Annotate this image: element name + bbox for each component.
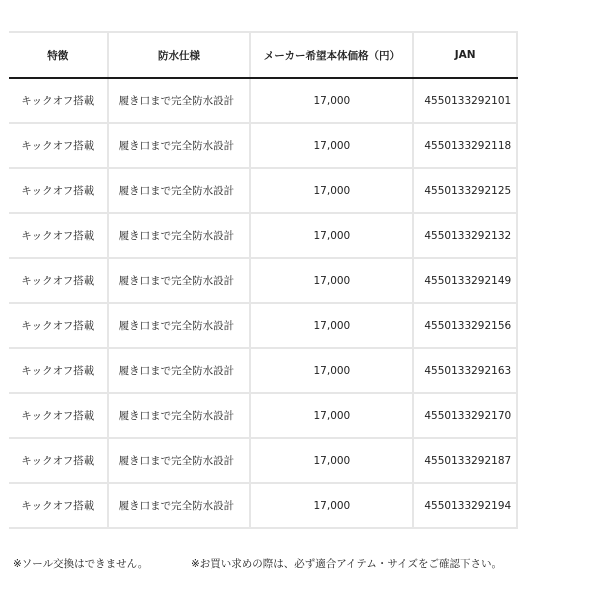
cell-price: 17,000 xyxy=(250,348,413,393)
cell-waterproof: 履き口まで完全防水設計 xyxy=(108,303,251,348)
cell-jan: 4550133292132 xyxy=(413,213,517,258)
cell-waterproof: 履き口まで完全防水設計 xyxy=(108,438,251,483)
cell-price: 17,000 xyxy=(250,393,413,438)
table-row xyxy=(9,348,517,393)
note-sole-replacement: ※ソール交換はできません。 xyxy=(13,558,149,570)
cell-feature: キックオフ搭載 xyxy=(9,258,108,303)
table-body xyxy=(9,78,517,528)
cell-price: 17,000 xyxy=(250,483,413,528)
table-row xyxy=(9,483,517,528)
cell-jan: 4550133292170 xyxy=(413,393,517,438)
table-row xyxy=(9,393,517,438)
cell-jan: 4550133292101 xyxy=(413,78,517,123)
cell-price: 17,000 xyxy=(250,213,413,258)
cell-price: 17,000 xyxy=(250,303,413,348)
cell-jan: 4550133292163 xyxy=(413,348,517,393)
table-row xyxy=(9,258,517,303)
cell-waterproof: 履き口まで完全防水設計 xyxy=(108,483,251,528)
table-row xyxy=(9,213,517,258)
cell-waterproof: 履き口まで完全防水設計 xyxy=(108,258,251,303)
cell-price: 17,000 xyxy=(250,438,413,483)
cell-waterproof: 履き口まで完全防水設計 xyxy=(108,123,251,168)
table-header xyxy=(9,32,517,78)
cell-price: 17,000 xyxy=(250,258,413,303)
cell-feature: キックオフ搭載 xyxy=(9,123,108,168)
table-row xyxy=(9,123,517,168)
cell-price: 17,000 xyxy=(250,78,413,123)
cell-feature: キックオフ搭載 xyxy=(9,168,108,213)
cell-waterproof: 履き口まで完全防水設計 xyxy=(108,393,251,438)
header-price: メーカー希望本体価格（円） xyxy=(250,32,413,78)
cell-jan: 4550133292149 xyxy=(413,258,517,303)
cell-price: 17,000 xyxy=(250,123,413,168)
cell-feature: キックオフ搭載 xyxy=(9,78,108,123)
cell-waterproof: 履き口まで完全防水設計 xyxy=(108,78,251,123)
note-size-check: ※お買い求めの際は、必ず適合アイテム・サイズをご確認下さい。 xyxy=(191,558,502,570)
header-jan: JAN xyxy=(413,32,517,78)
spec-table xyxy=(9,31,518,529)
cell-jan: 4550133292125 xyxy=(413,168,517,213)
cell-feature: キックオフ搭載 xyxy=(9,393,108,438)
table-row xyxy=(9,78,517,123)
cell-jan: 4550133292194 xyxy=(413,483,517,528)
header-feature: 特徴 xyxy=(9,32,108,78)
cell-feature: キックオフ搭載 xyxy=(9,348,108,393)
cell-jan: 4550133292118 xyxy=(413,123,517,168)
header-row xyxy=(9,32,517,78)
cell-feature: キックオフ搭載 xyxy=(9,483,108,528)
cell-feature: キックオフ搭載 xyxy=(9,213,108,258)
cell-jan: 4550133292187 xyxy=(413,438,517,483)
cell-waterproof: 履き口まで完全防水設計 xyxy=(108,168,251,213)
cell-feature: キックオフ搭載 xyxy=(9,303,108,348)
table-row xyxy=(9,438,517,483)
cell-waterproof: 履き口まで完全防水設計 xyxy=(108,348,251,393)
header-waterproof: 防水仕様 xyxy=(108,32,251,78)
cell-price: 17,000 xyxy=(250,168,413,213)
cell-feature: キックオフ搭載 xyxy=(9,438,108,483)
cell-waterproof: 履き口まで完全防水設計 xyxy=(108,213,251,258)
table-row xyxy=(9,303,517,348)
cell-jan: 4550133292156 xyxy=(413,303,517,348)
table-row xyxy=(9,168,517,213)
